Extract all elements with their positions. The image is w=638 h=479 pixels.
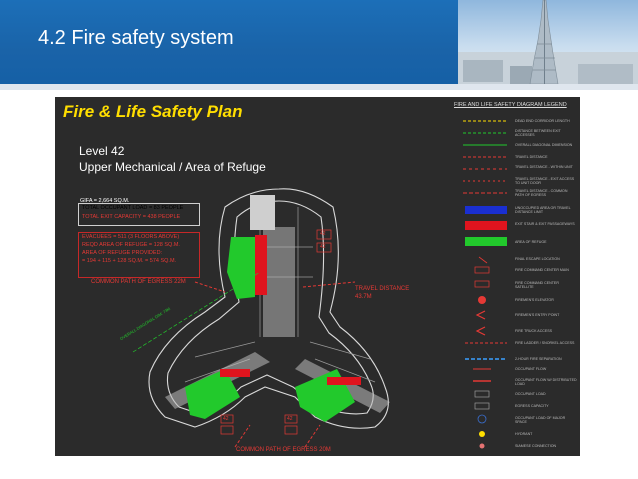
- burj-khalifa-photo: [458, 0, 638, 84]
- legend-item-5: TRAVEL DISTANCE - EXIT ACCESS TO UNIT DOOR: [515, 177, 575, 186]
- legend-item-23: HYDRANT: [515, 432, 533, 436]
- slide-title: 4.2 Fire safety system: [38, 27, 234, 49]
- legend-item-18: OCCUPANT FLOW: [515, 367, 547, 371]
- legend-item-13: FIREMEN'S ELEVATOR: [515, 298, 554, 302]
- legend-item-16: FIRE LADDER / SNORKEL ACCESS: [515, 341, 575, 345]
- legend-item-4: TRAVEL DISTANCE - WITHIN UNIT: [515, 165, 573, 169]
- legend-item-3: TRAVEL DISTANCE: [515, 155, 548, 159]
- legend-item-6: TRAVEL DISTANCE - COMMON PATH OF EGRESS: [515, 189, 568, 198]
- legend-item-11: FIRE COMMAND CENTER MAIN: [515, 268, 569, 272]
- legend-item-12: FIRE COMMAND CENTER SATELLITE: [515, 281, 559, 290]
- legend-item-8: EXIT STAIR & EXIT PASSAGEWAYS: [515, 222, 575, 226]
- level-label: Level 42: [79, 144, 125, 158]
- common-path-bottom-label: COMMON PATH OF EGRESS 20M: [236, 447, 331, 453]
- tag-bottom-a: 42: [223, 416, 229, 422]
- gifa-label: GIFA = 2,664 SQ.M.: [80, 198, 130, 204]
- exit-capacity-label: TOTAL EXIT CAPACITY: [82, 214, 142, 220]
- travel-distance-value: 43.7M: [355, 294, 372, 300]
- legend-item-17: 2-HOUR FIRE SEPARATION: [515, 357, 562, 361]
- common-path-top-label: COMMON PATH OF EGRESS 22M: [91, 279, 186, 285]
- occupant-load-value: = 83 PEOPLE: [148, 205, 184, 211]
- legend-item-10: FINAL ESCAPE LOCATION: [515, 257, 560, 261]
- exit-capacity-value: = 438 PEOPLE: [142, 214, 181, 220]
- legend-item-21: EGRESS CAPACITY: [515, 404, 549, 408]
- legend-item-19: OCCUPANT FLOW W/ DISTRIBUTED LOAD: [515, 378, 577, 387]
- legend-item-7: UNOCCUPIED AREA OR TRAVEL DISTANCE LIMIT: [515, 206, 571, 215]
- header-rule: [0, 84, 638, 90]
- evacuees-label: EVACUEES = 511 (3 FLOORS ABOVE): [82, 234, 180, 240]
- legend-item-14: FIREMEN'S ENTRY POINT: [515, 313, 560, 317]
- tag-top-b: 42: [320, 244, 326, 250]
- plan-title: Fire & Life Safety Plan: [63, 102, 243, 121]
- refuge-sum-label: = 194 + 115 + 128 SQ.M. = 574 SQ.M.: [82, 258, 177, 264]
- slide-header: [0, 0, 638, 84]
- fire-safety-plan: [55, 97, 580, 456]
- level-subtitle: Upper Mechanical / Area of Refuge: [79, 160, 266, 174]
- legend-item-1: DISTANCE BETWEEN EXIT ACCESSES: [515, 129, 561, 138]
- occupant-load-label: TOTAL OCCUPANT LOAD: [82, 205, 148, 211]
- reqd-refuge-label: REQD AREA OF REFUGE = 128 SQ.M.: [82, 242, 180, 248]
- legend-item-2: OVERALL DIAGONAL DIMENSION: [515, 143, 573, 147]
- refuge-provided-label: AREA OF REFUGE PROVIDED:: [82, 250, 163, 256]
- travel-distance-text: TRAVEL DISTANCE: [355, 286, 410, 292]
- diagonal-dimension-label: OVERALL DIAGONAL DIM: 73M: [119, 306, 172, 342]
- legend-item-24: SIAMESE CONNECTION: [515, 444, 557, 448]
- legend-item-20: OCCUPANT LOAD: [515, 392, 546, 396]
- tag-bottom-b: 42: [287, 416, 293, 422]
- legend-symbols: [55, 97, 580, 456]
- legend-item-22: OCCUPANT LOAD OF MAJOR SPACE: [515, 416, 566, 425]
- legend-item-15: FIRE TRUCK ACCESS: [515, 329, 553, 333]
- tag-top-a: 42: [320, 231, 326, 237]
- legend-item-0: DEAD END CORRIDOR LENGTH: [515, 119, 570, 123]
- legend-item-9: AREA OF REFUGE: [515, 240, 547, 244]
- legend-title: FIRE AND LIFE SAFETY DIAGRAM LEGEND: [454, 102, 567, 108]
